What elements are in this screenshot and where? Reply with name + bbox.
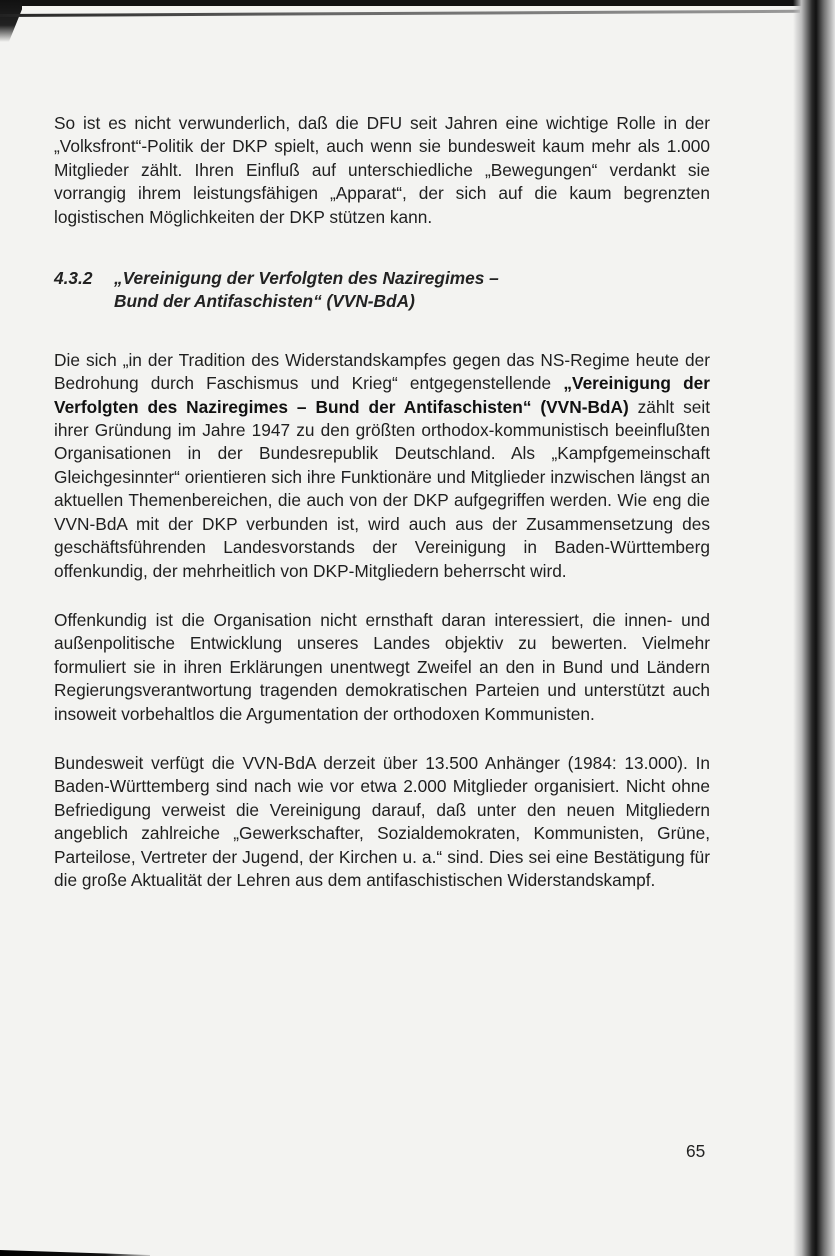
section-number: 4.3.2 bbox=[54, 268, 93, 289]
paragraph-organization-position: Offenkundig ist die Organisation nicht ernsthaft daran interessiert, die innen- und außenpolitische Entwicklung unseres Landes objektiv zu bewerten. Vielmehr formuliert sie in ihren Erklärungen unentwegt Zweifel an den in Bund und Ländern Regierungsverantwortung tragenden demokratischen Parteien und unterstützt auch insoweit vorbehaltlos die Argumentation der orthodoxen Kommunisten. bbox=[54, 609, 710, 724]
scan-book-gutter bbox=[793, 0, 835, 1256]
page-number: 65 bbox=[686, 1141, 706, 1161]
page-body bbox=[54, 112, 710, 892]
scan-corner-shadow bbox=[0, 0, 22, 42]
paragraph-dfu: So ist es nicht verwunderlich, daß die DFU seit Jahren eine wichtige Rolle in der „Volksfront“-Politik der DKP spielt, auch wenn sie bundesweit kaum mehr als 1.000 Mitglieder zählt. Ihren Einfluß auf unterschiedliche „Bewegungen“ verdankt sie vorrangig ihrem leistungsfähigen „Apparat“, der sich auf die kaum begrenzten logistischen Möglichkeiten der DKP stützen kann. bbox=[54, 113, 710, 227]
section-title-line-1: „Vereinigung der Verfolgten des Naziregimes – bbox=[114, 268, 499, 289]
scan-fold-line bbox=[0, 10, 800, 17]
organization-name-bold: „Vereinigung der Verfolgten des Naziregimes – Bund der Antifaschisten“ (VVN-BdA) bbox=[54, 373, 710, 417]
scan-bottom-edge bbox=[0, 1246, 150, 1256]
paragraph-membership: Bundesweit verfügt die VVN-BdA derzeit über 13.500 Anhänger (1984: 13.000). In Baden-Württemberg sind nach wie vor etwa 2.000 Mitglieder organisiert. Nicht ohne Befriedigung verweist die Vereinigung darauf, daß unter den neuen Mitgliedern angeblich zahlreiche „Gewerkschafter, Sozialdemokraten, Kommunisten, Grüne, Parteilose, Vertreter der Jugend, der Kirchen u. a.“ sind. Dies sei eine Bestätigung für die große Aktualität der Lehren aus dem antifaschistischen Widerstandskampf. bbox=[54, 752, 710, 890]
section-heading bbox=[54, 267, 710, 314]
paragraph-vvn-intro-end: zählt seit ihrer Gründung im Jahre 1947 zu den größten orthodox-kommunistisch beeinflußten Organisationen in der Bundesrepublik Deutschland. Als „Kampfgemeinschaft Gleichgesinnter“ orientieren sich ihre Funktionäre und Mitglieder inzwischen längst an aktuellen Themenbereichen, die auch von der DKP aufgegriffen werden. Wie eng die VVN-BdA mit der DKP verbunden ist, wird auch aus der Zusammensetzung des geschäftsführenden Landesvorstands der Vereinigung in Baden-Württemberg offenkundig, der mehrheitlich von DKP-Mitgliedern beherrscht wird. bbox=[54, 396, 710, 581]
paragraph-vvn-intro-start: Die sich „in der Tradition des Widerstandskampfes gegen das NS-Regime heute der Bedrohung durch Faschismus und Krieg“ entgegenstellende bbox=[54, 349, 710, 394]
scan-top-edge bbox=[0, 0, 835, 6]
section-title-line-2: Bund der Antifaschisten“ (VVN-BdA) bbox=[114, 291, 415, 312]
paragraph-vvn-intro bbox=[54, 349, 710, 583]
